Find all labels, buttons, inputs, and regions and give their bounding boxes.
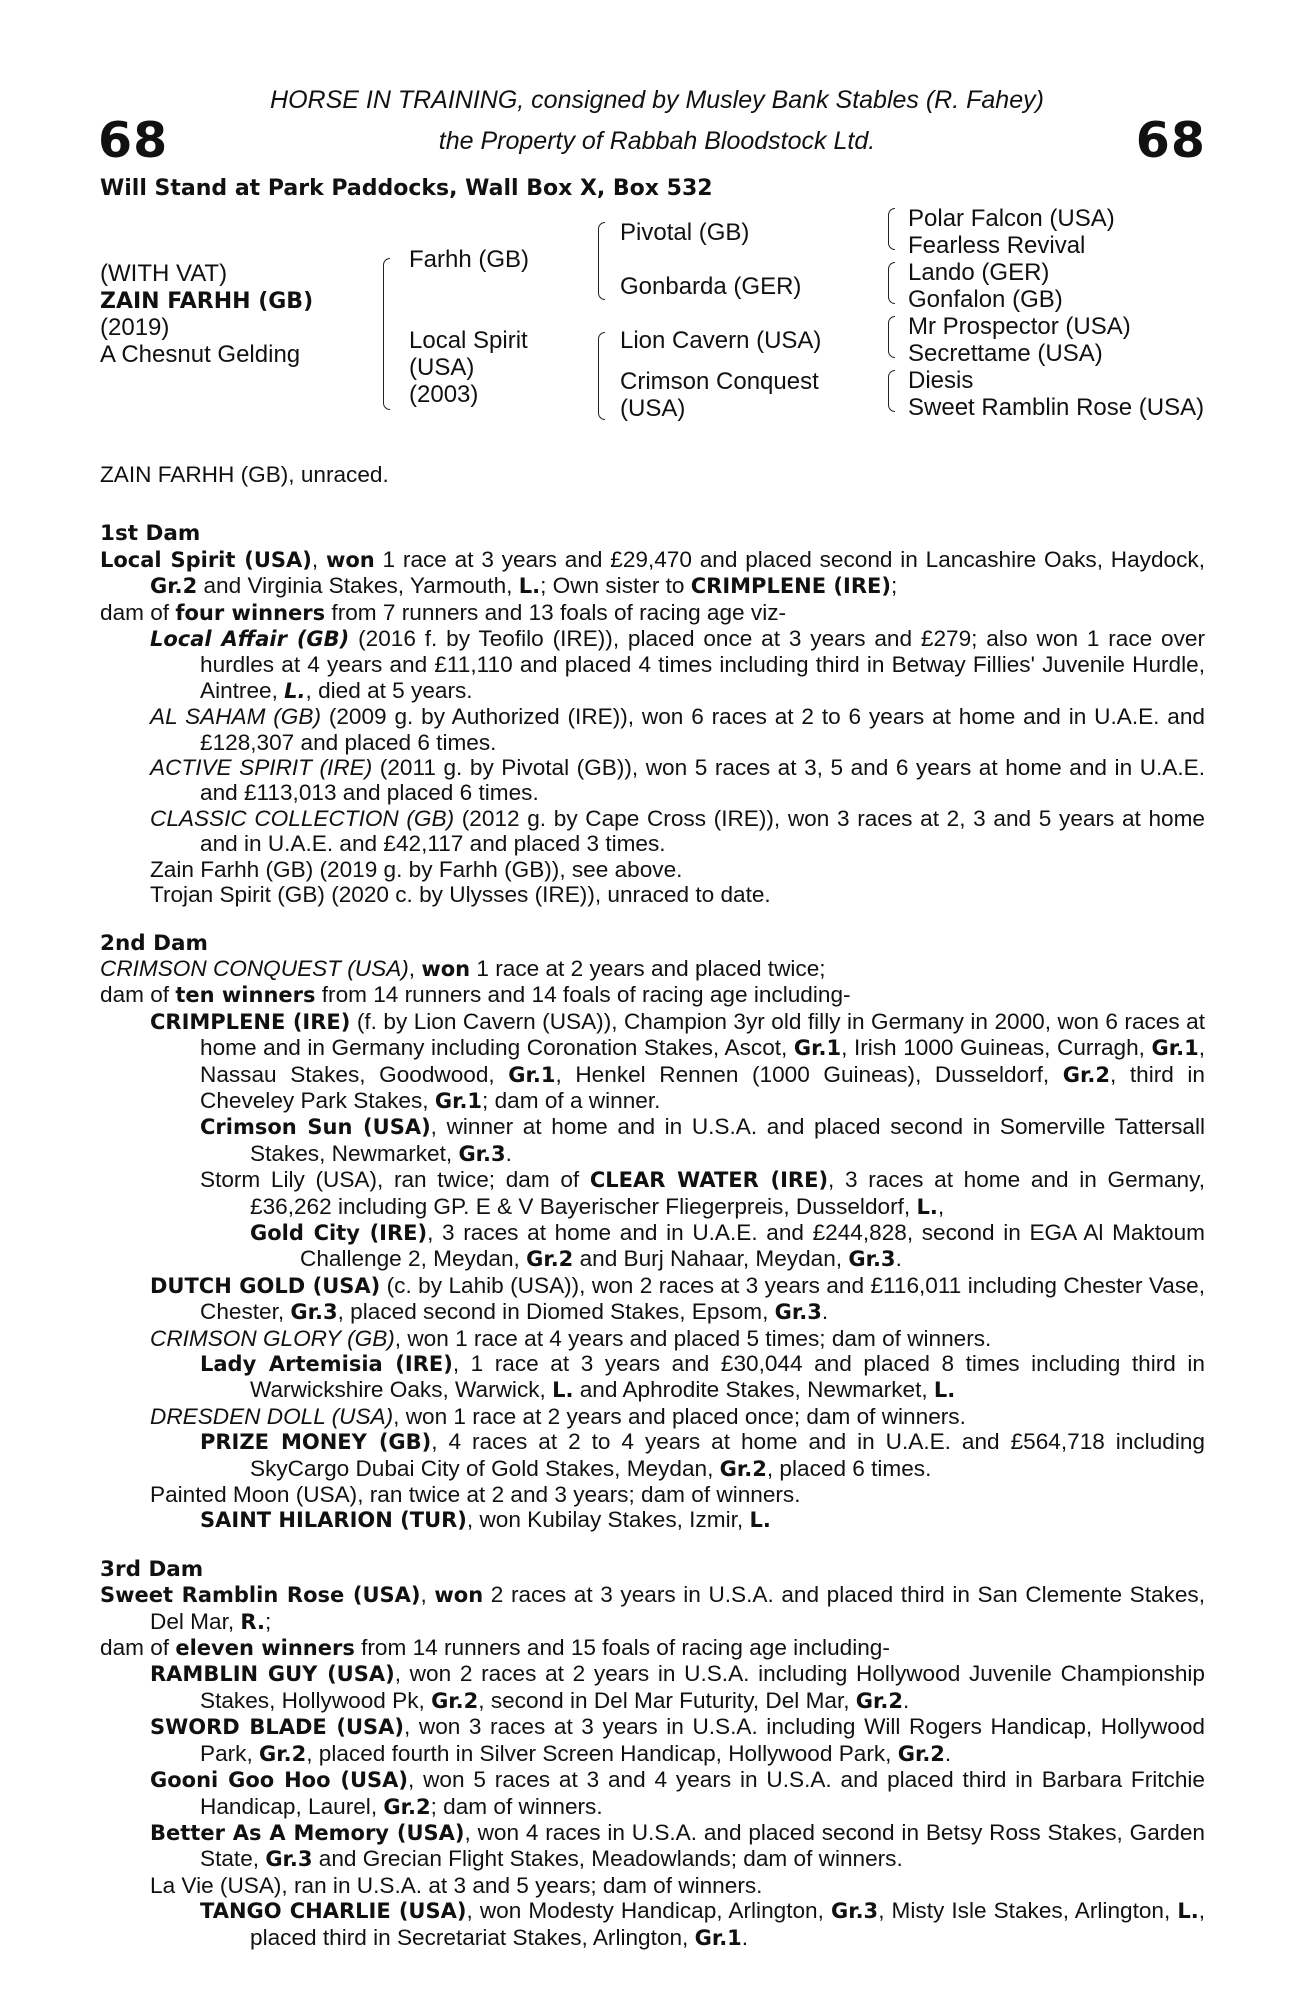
sire-dam: Gonbarda (GER): [620, 273, 802, 300]
progeny-crimson-glory: CRIMSON GLORY (GB), won 1 race at 4 years and placed 5 times; dam of winners.: [150, 1325, 992, 1351]
first-dam-produce-summary: dam of four winners from 7 runners and 13 foals of racing age viz-: [100, 599, 787, 625]
progeny-dresden-doll: DRESDEN DOLL (USA), won 1 race at 2 years and placed once; dam of winners.: [150, 1403, 966, 1429]
first-dam-heading: 1st Dam: [100, 521, 201, 547]
progeny-storm-lily: Storm Lily (USA), ran twice; dam of CLEAR WATER (IRE), 3 races at home and in Germany, £36,262 including GP. E & V Bayerischer Fliegerpreis, Dusseldorf, L.,: [200, 1167, 1206, 1219]
g3-8: Sweet Ramblin Rose (USA): [908, 394, 1205, 421]
catalogue-body: [100, 462, 1205, 1951]
second-dam-record: CRIMSON CONQUEST (USA), won 1 race at 2 years and placed twice;: [100, 955, 826, 981]
progeny-ramblin-guy: RAMBLIN GUY (USA), won 2 races at 2 years in U.S.A. including Hollywood Juvenile Championship Stakes, Hollywood Pk, Gr.2, second in Del Mar Futurity, Del Mar, Gr.2.: [150, 1661, 1205, 1713]
progeny-la-vie: La Vie (USA), ran in U.S.A. at 3 and 5 years; dam of winners.: [150, 1872, 763, 1898]
third-dam-record: Sweet Ramblin Rose (USA), won 2 races at 3 years in U.S.A. and placed third in San Clemente Stakes, Del Mar, R.;: [100, 1582, 1205, 1634]
sire: Farhh (GB): [409, 246, 530, 273]
progeny-active-spirit: ACTIVE SPIRIT (IRE) (2011 g. by Pivotal (GB)), won 5 races at 3, 5 and 6 years at home and in U.A.E. and £113,013 and placed 6 times.: [150, 755, 1205, 806]
g3-4: Gonfalon (GB): [908, 286, 1063, 313]
second-dam-heading: 2nd Dam: [100, 930, 208, 956]
progeny-dutch-gold: DUTCH GOLD (USA) (c. by Lahib (USA)), won 2 races at 3 years and £116,011 including Chester Vase, Chester, Gr.3, placed second in Diomed Stakes, Epsom, Gr.3.: [150, 1272, 1205, 1325]
progeny-local-affair: Local Affair (GB) (2016 f. by Teofilo (IRE)), placed once at 3 years and £279; also won 1 race over hurdles at 4 years and £11,110 and placed 4 times including third in Betway Fillies' Juvenile Hurdle, Aintree, L., died at 5 years.: [150, 626, 1205, 703]
progeny-gooni-goo-hoo: Gooni Goo Hoo (USA), won 5 races at 3 and 4 years in U.S.A. and placed third in Barbara Fritchie Handicap, Laurel, Gr.2; dam of winners.: [150, 1767, 1205, 1819]
progeny-better-as-a-memory: Better As A Memory (USA), won 4 races in U.S.A. and placed second in Betsy Ross Stakes, Garden State, Gr.3 and Grecian Flight Stakes, Meadowlands; dam of winners.: [150, 1819, 1205, 1872]
progeny-prize-money: PRIZE MONEY (GB), 4 races at 2 to 4 years at home and in U.A.E. and £564,718 including SkyCargo Dubai City of Gold Stakes, Meydan, Gr.2, placed 6 times.: [200, 1429, 1205, 1481]
vat-note: (WITH VAT): [100, 260, 228, 287]
third-dam-heading: 3rd Dam: [100, 1556, 204, 1582]
owner-line: the Property of Rabbah Bloodstock Ltd.: [438, 127, 876, 155]
progeny-sword-blade: SWORD BLADE (USA), won 3 races at 3 years in U.S.A. including Will Rogers Handicap, Hollywood Park, Gr.2, placed fourth in Silver Screen Handicap, Hollywood Park, Gr.2.: [150, 1714, 1206, 1766]
progeny-al-saham: AL SAHAM (GB) (2009 g. by Authorized (IRE)), won 6 races at 2 to 6 years at home and in U.A.E. and £128,307 and placed 6 times.: [150, 704, 1205, 755]
g3-7: Diesis: [908, 367, 974, 394]
progeny-zain-farhh: Zain Farhh (GB) (2019 g. by Farhh (GB)), see above.: [150, 856, 683, 882]
dam-line-brace: [598, 332, 605, 420]
progeny-gold-city: Gold City (IRE), 3 races at home and in U.A.E. and £244,828, second in EGA Al Maktoum Challenge 2, Meydan, Gr.2 and Burj Nahaar, Meydan, Gr.3.: [250, 1219, 1205, 1272]
progeny-saint-hilarion: SAINT HILARION (TUR), won Kubilay Stakes, Izmir, L.: [200, 1507, 771, 1533]
g3-6: Secrettame (USA): [908, 340, 1103, 367]
intro-line: ZAIN FARHH (GB), unraced.: [100, 462, 389, 487]
g3-5: Mr Prospector (USA): [908, 313, 1131, 340]
progeny-painted-moon: Painted Moon (USA), ran twice at 2 and 3 years; dam of winners.: [150, 1482, 801, 1508]
second-dam-produce-summary: dam of ten winners from 14 runners and 14 foals of racing age including-: [100, 982, 851, 1008]
g3-brace-2: [888, 262, 895, 304]
g3-brace-3: [888, 316, 895, 358]
progeny-lady-artemisia: Lady Artemisia (IRE), 1 race at 3 years and £30,044 and placed 8 times including third in Warwickshire Oaks, Warwick, L. and Aphrodite Stakes, Newmarket, L.: [200, 1351, 1205, 1403]
g3-brace-1: [888, 208, 895, 250]
progeny-tango-charlie: TANGO CHARLIE (USA), won Modesty Handicap, Arlington, Gr.3, Misty Isle Stakes, Arlington, L., placed third in Secretariat Stakes, Arlington, Gr.1.: [200, 1898, 1205, 1950]
sire-dam-brace: [383, 258, 390, 410]
first-dam-record: Local Spirit (USA), won 1 race at 3 years and £29,470 and placed second in Lancashire Oaks, Haydock, Gr.2 and Virginia Stakes, Yarmouth, L.; Own sister to CRIMPLENE (IRE);: [100, 546, 1205, 599]
progeny-classic-collection: CLASSIC COLLECTION (GB) (2012 g. by Cape Cross (IRE)), won 3 races at 2, 3 and 5 years at home and in U.A.E. and £42,117 and placed 3 times.: [150, 805, 1205, 857]
dam-dam-line-1: Crimson Conquest: [620, 368, 819, 395]
consignor-line: HORSE IN TRAINING, consigned by Musley Bank Stables (R. Fahey): [270, 86, 1044, 114]
dam-sire: Lion Cavern (USA): [620, 327, 822, 354]
dam-line-3: (2003): [409, 381, 479, 408]
stand-location: Will Stand at Park Paddocks, Wall Box X, Box 532: [100, 176, 713, 201]
third-dam-produce-summary: dam of eleven winners from 14 runners and 15 foals of racing age including-: [100, 1635, 890, 1661]
dam-line-2: (USA): [409, 354, 475, 381]
foaling-year: (2019): [100, 314, 170, 341]
dam-dam-line-2: (USA): [620, 395, 686, 422]
g3-2: Fearless Revival: [908, 232, 1086, 259]
lot-number-left: 68: [98, 112, 169, 169]
sire-line-brace: [598, 222, 605, 300]
progeny-crimplene: CRIMPLENE (IRE) (f. by Lion Cavern (USA)), Champion 3yr old filly in Germany in 2000, won 6 races at home and in Germany including Coronation Stakes, Ascot, Gr.1, Irish 1000 Guineas, Curragh, Gr.1, Nassau Stakes, Goodwood, Gr.1, Henkel Rennen (1000 Guineas), Dusseldorf, Gr.2, third in Cheveley Park Stakes, Gr.1; dam of a winner.: [150, 1008, 1205, 1113]
g3-3: Lando (GER): [908, 259, 1050, 286]
progeny-crimson-sun: Crimson Sun (USA), winner at home and in U.S.A. and placed second in Somerville Tattersall Stakes, Newmarket, Gr.3.: [200, 1114, 1205, 1166]
lot-number-right: 68: [1135, 112, 1206, 169]
horse-name: ZAIN FARHH (GB): [100, 289, 314, 314]
dam-line-1: Local Spirit: [409, 327, 528, 354]
g3-brace-4: [888, 370, 895, 412]
sire-sire: Pivotal (GB): [620, 219, 750, 246]
horse-description: A Chesnut Gelding: [100, 341, 301, 368]
g3-1: Polar Falcon (USA): [908, 205, 1115, 232]
progeny-trojan-spirit: Trojan Spirit (GB) (2020 c. by Ulysses (IRE)), unraced to date.: [150, 882, 771, 908]
